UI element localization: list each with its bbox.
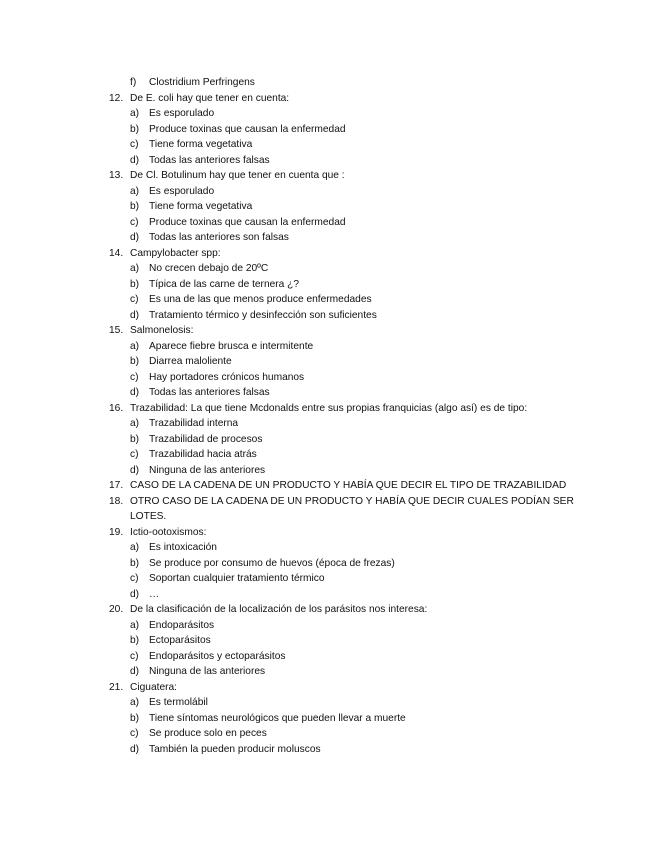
question-text: OTRO CASO DE LA CADENA DE UN PRODUCTO Y HABÍA QUE DECIR CUALES PODÍAN SER bbox=[130, 495, 574, 507]
option-letter: b) bbox=[130, 356, 140, 367]
option-letter: c) bbox=[130, 449, 139, 460]
option-text: Todas las anteriores falsas bbox=[149, 154, 270, 166]
question-line bbox=[0, 478, 655, 494]
question-line bbox=[0, 525, 655, 541]
question-line bbox=[0, 680, 655, 696]
question-line bbox=[0, 246, 655, 262]
option-text: No crecen debajo de 20ºC bbox=[149, 263, 269, 274]
option-letter: a) bbox=[130, 108, 140, 119]
option-line bbox=[0, 106, 655, 122]
option-letter: d) bbox=[130, 743, 140, 755]
option-line bbox=[0, 463, 655, 479]
option-text: Ninguna de las anteriores bbox=[149, 666, 266, 677]
option-letter: a) bbox=[130, 542, 140, 553]
option-line bbox=[0, 292, 655, 308]
option-letter: b) bbox=[130, 557, 140, 569]
option-letter: c) bbox=[130, 216, 139, 228]
option-text: Es esporulado bbox=[149, 108, 215, 119]
option-line bbox=[0, 199, 655, 215]
option-letter: c) bbox=[130, 728, 139, 739]
option-letter: d) bbox=[130, 309, 140, 321]
option-text: Ninguna de las anteriores bbox=[149, 464, 266, 476]
option-letter: b) bbox=[130, 433, 140, 445]
option-line bbox=[0, 370, 655, 386]
option-text: Produce toxinas que causan la enfermedad bbox=[149, 216, 346, 228]
option-line bbox=[0, 618, 655, 634]
option-letter: d) bbox=[130, 588, 140, 600]
option-letter: a) bbox=[130, 263, 140, 274]
question-text: Ciguatera: bbox=[130, 681, 178, 693]
option-text: Tiene forma vegetativa bbox=[149, 201, 253, 212]
continuation-line bbox=[0, 509, 655, 525]
option-letter: a) bbox=[130, 340, 140, 352]
option-line bbox=[0, 416, 655, 432]
option-letter: a) bbox=[130, 418, 140, 429]
option-line bbox=[0, 354, 655, 370]
option-text: Aparece fiebre brusca e intermitente bbox=[149, 340, 314, 352]
option-text: Todas las anteriores son falsas bbox=[149, 232, 289, 243]
option-letter: b) bbox=[130, 635, 140, 646]
question-text: De E. coli hay que tener en cuenta: bbox=[130, 92, 290, 104]
question-number: 13. bbox=[109, 170, 124, 181]
option-letter: d) bbox=[130, 232, 140, 243]
option-text: Ectoparásitos bbox=[149, 635, 211, 646]
question-line bbox=[0, 401, 655, 417]
option-line bbox=[0, 726, 655, 742]
question-number: 14. bbox=[109, 247, 124, 259]
option-letter: c) bbox=[130, 650, 139, 662]
option-letter: b) bbox=[130, 201, 140, 212]
question-number: 17. bbox=[109, 480, 124, 491]
option-line bbox=[0, 339, 655, 355]
option-text: Endoparásitos bbox=[149, 619, 215, 631]
question-text: Ictio-ootoxismos: bbox=[130, 526, 207, 538]
option-text: Tiene forma vegetativa bbox=[149, 139, 253, 150]
question-number: 18. bbox=[109, 495, 124, 507]
option-text: Hay portadores crónicos humanos bbox=[149, 371, 305, 383]
option-line bbox=[0, 137, 655, 153]
option-text: Se produce solo en peces bbox=[149, 728, 267, 739]
option-letter: d) bbox=[130, 464, 140, 476]
question-text: De la clasificación de la localización de los parásitos nos interesa: bbox=[130, 604, 428, 615]
question-number: 21. bbox=[109, 681, 124, 693]
question-line bbox=[0, 168, 655, 184]
option-text: Trazabilidad hacia atrás bbox=[149, 449, 257, 460]
question-line bbox=[0, 91, 655, 107]
option-text: Trazabilidad de procesos bbox=[149, 433, 263, 445]
option-text: … bbox=[149, 588, 160, 600]
option-text: Es una de las que menos produce enfermedades bbox=[149, 294, 372, 305]
option-letter: a) bbox=[130, 185, 140, 197]
option-line bbox=[0, 556, 655, 572]
option-line bbox=[0, 308, 655, 324]
option-line bbox=[0, 230, 655, 246]
question-number: 19. bbox=[109, 526, 124, 538]
question-text: LOTES. bbox=[130, 511, 167, 522]
option-line bbox=[0, 711, 655, 727]
option-text: También la pueden producir moluscos bbox=[149, 743, 321, 755]
option-line bbox=[0, 587, 655, 603]
option-text: Es intoxicación bbox=[149, 542, 217, 553]
option-letter: f) bbox=[130, 77, 137, 88]
option-letter: a) bbox=[130, 697, 140, 708]
option-letter: a) bbox=[130, 619, 140, 631]
option-letter: b) bbox=[130, 123, 140, 135]
option-line bbox=[0, 122, 655, 138]
option-line bbox=[0, 571, 655, 587]
option-text: Produce toxinas que causan la enfermedad bbox=[149, 123, 346, 135]
option-text: Es esporulado bbox=[149, 185, 215, 197]
question-number: 16. bbox=[109, 402, 124, 414]
option-text: Trazabilidad interna bbox=[149, 418, 239, 429]
option-line bbox=[0, 633, 655, 649]
option-line bbox=[0, 695, 655, 711]
option-text: Típica de las carne de ternera ¿? bbox=[149, 278, 300, 290]
question-line bbox=[0, 494, 655, 510]
option-letter: d) bbox=[130, 154, 140, 166]
option-line bbox=[0, 184, 655, 200]
option-line bbox=[0, 432, 655, 448]
option-line bbox=[0, 215, 655, 231]
question-text: Salmonelosis: bbox=[130, 325, 194, 336]
option-line bbox=[0, 447, 655, 463]
option-text: Soportan cualquier tratamiento térmico bbox=[149, 573, 325, 584]
option-letter: c) bbox=[130, 371, 139, 383]
question-text: CASO DE LA CADENA DE UN PRODUCTO Y HABÍA QUE DECIR EL TIPO DE TRAZABILIDAD bbox=[130, 480, 567, 491]
option-line bbox=[0, 742, 655, 758]
question-number: 20. bbox=[109, 604, 124, 615]
option-line bbox=[0, 153, 655, 169]
option-line bbox=[0, 540, 655, 556]
option-letter: b) bbox=[130, 278, 140, 290]
question-line bbox=[0, 323, 655, 339]
question-text: Campylobacter spp: bbox=[130, 247, 221, 259]
question-line bbox=[0, 602, 655, 618]
option-text: Tratamiento térmico y desinfección son suficientes bbox=[149, 309, 377, 321]
option-line bbox=[0, 75, 655, 91]
option-letter: c) bbox=[130, 573, 139, 584]
option-letter: c) bbox=[130, 294, 139, 305]
option-line bbox=[0, 664, 655, 680]
option-line bbox=[0, 649, 655, 665]
option-letter: d) bbox=[130, 666, 140, 677]
option-text: Clostridium Perfringens bbox=[149, 77, 255, 88]
question-text: De Cl. Botulinum hay que tener en cuenta que : bbox=[130, 170, 345, 181]
option-letter: c) bbox=[130, 139, 139, 150]
option-text: Tiene síntomas neurológicos que pueden llevar a muerte bbox=[149, 712, 406, 724]
option-line bbox=[0, 261, 655, 277]
question-text: Trazabilidad: La que tiene Mcdonalds entre sus propias franquicias (algo así) es de tipo: bbox=[130, 402, 528, 414]
option-text: Es termolábil bbox=[149, 697, 208, 708]
document-page bbox=[0, 75, 655, 757]
option-letter: b) bbox=[130, 712, 140, 724]
option-line bbox=[0, 277, 655, 293]
option-letter: d) bbox=[130, 387, 140, 398]
option-text: Endoparásitos y ectoparásitos bbox=[149, 650, 286, 662]
option-text: Se produce por consumo de huevos (época de frezas) bbox=[149, 557, 395, 569]
option-text: Diarrea maloliente bbox=[149, 356, 232, 367]
option-line bbox=[0, 385, 655, 401]
option-text: Todas las anteriores falsas bbox=[149, 387, 270, 398]
question-number: 15. bbox=[109, 325, 124, 336]
question-number: 12. bbox=[109, 92, 124, 104]
